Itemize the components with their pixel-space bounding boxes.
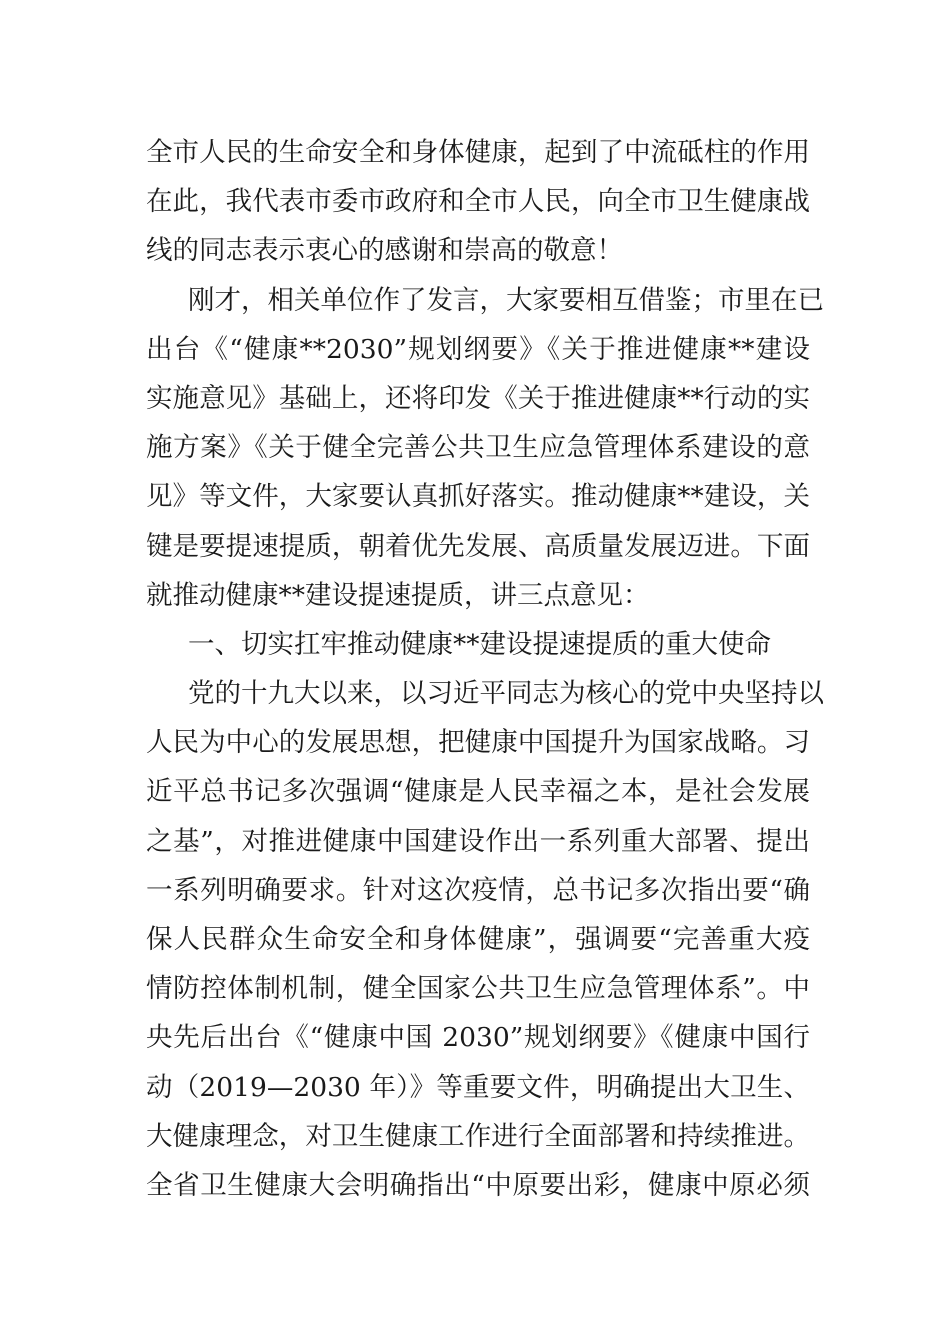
text-line: 情防控体制机制，健全国家公共卫生应急管理体系”。中 [146, 973, 810, 1005]
text-line: 党的十九大以来，以习近平同志为核心的党中央坚持以 [188, 678, 824, 710]
text-line: 大健康理念，对卫生健康工作进行全面部署和持续推进。 [146, 1120, 810, 1152]
text-line: 一系列明确要求。针对这次疫情，总书记多次指出要“确 [146, 874, 810, 906]
text-line: 施方案》《关于健全完善公共卫生应急管理体系建设的意 [146, 432, 810, 464]
text-line: 刚才，相关单位作了发言，大家要相互借鉴；市里在已 [188, 284, 824, 316]
text-line: 在此，我代表市委市政府和全市人民，向全市卫生健康战 [146, 186, 810, 218]
body-text [146, 128, 824, 1210]
text-line: 出台《“健康**2030”规划纲要》《关于推进健康**建设 [146, 333, 810, 365]
text-line: 键是要提速提质，朝着优先发展、高质量发展迈进。下面 [146, 530, 810, 562]
text-line: 线的同志表示衷心的感谢和崇高的敬意！ [146, 235, 623, 267]
text-line: 就推动健康**建设提速提质，讲三点意见： [146, 579, 650, 611]
text-line: 保人民群众生命安全和身体健康”，强调要“完善重大疫 [146, 924, 810, 955]
text-line: 实施意见》基础上，还将印发《关于推进健康**行动的实 [146, 382, 810, 414]
text-line: 动（2019—2030 年）》等重要文件，明确提出大卫生、 [146, 1071, 810, 1103]
section-heading: 一、切实扛牢推动健康**建设提速提质的重大使命 [188, 628, 771, 660]
text-line: 全省卫生健康大会明确指出“中原要出彩，健康中原必须 [146, 1169, 810, 1201]
text-line: 央先后出台《“健康中国 2030”规划纲要》《健康中国行 [146, 1022, 810, 1054]
text-line: 之基”，对推进健康中国建设作出一系列重大部署、提出 [146, 825, 810, 857]
text-line: 见》等文件，大家要认真抓好落实。推动健康**建设，关 [146, 481, 810, 513]
text-line: 近平总书记多次强调“健康是人民幸福之本，是社会发展 [146, 776, 810, 808]
text-line: 全市人民的生命安全和身体健康，起到了中流砥柱的作用 [146, 137, 810, 168]
text-line: 人民为中心的发展思想，把健康中国提升为国家战略。习 [146, 727, 810, 759]
